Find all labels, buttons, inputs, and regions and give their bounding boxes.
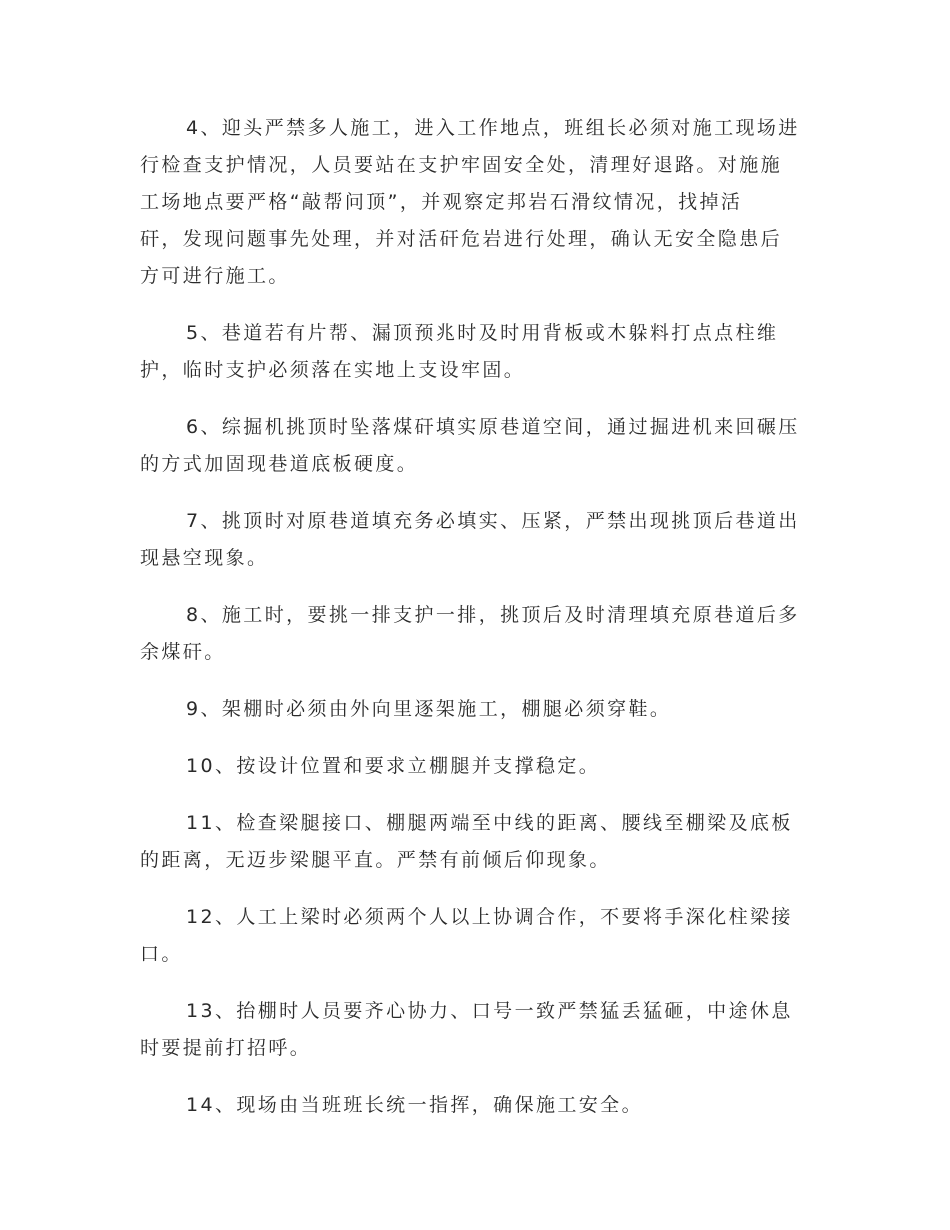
paragraph-item-5 [140, 315, 805, 389]
paragraph-line: 6、综掘机挑顶时坠落煤矸填实原巷道空间，通过掘进机来回碾压 [186, 416, 800, 438]
paragraph-item-6 [140, 409, 805, 483]
paragraph-line: 4、迎头严禁多人施工，进入工作地点，班组长必须对施工现场进 [186, 117, 800, 139]
paragraph-item-14 [140, 1087, 805, 1124]
paragraph-line: 护，临时支护必须落在实地上支设牢固。 [140, 359, 526, 381]
paragraph-line: 8、施工时，要挑一排支护一排，挑顶后及时清理填充原巷道后多 [186, 604, 800, 626]
paragraph-item-12 [140, 899, 805, 973]
paragraph-line: 11、检查梁腿接口、棚腿两端至中线的距离、腰线至棚梁及底板 [186, 812, 793, 834]
paragraph-line: 工场地点要严格“敲帮问顶”，并观察定邦岩石滑纹情况，找掉活 [140, 191, 743, 213]
paragraph-item-13 [140, 993, 805, 1067]
paragraph-line: 方可进行施工。 [140, 265, 290, 287]
paragraph-line: 13、抬棚时人员要齐心协力、口号一致严禁猛丢猛砸，中途休息 [186, 1000, 793, 1022]
paragraph-line: 14、现场由当班班长统一指挥，确保施工安全。 [186, 1094, 643, 1116]
paragraph-item-10 [140, 748, 805, 785]
paragraph-line: 矸，发现问题事先处理，并对活矸危岩进行处理，确认无安全隐患后 [140, 228, 783, 250]
paragraph-line: 现悬空现象。 [140, 547, 269, 569]
paragraph-line: 的方式加固现巷道底板硬度。 [140, 453, 419, 475]
paragraph-line: 12、人工上梁时必须两个人以上协调合作，不要将手深化柱梁接 [186, 906, 793, 928]
paragraph-line: 7、挑顶时对原巷道填充务必填实、压紧，严禁出现挑顶后巷道出 [186, 510, 800, 532]
paragraph-item-4 [140, 110, 805, 295]
paragraph-item-7 [140, 503, 805, 577]
paragraph-item-8 [140, 597, 805, 671]
paragraph-line: 口。 [140, 943, 183, 965]
paragraph-line: 9、架棚时必须由外向里逐架施工，棚腿必须穿鞋。 [186, 698, 672, 720]
paragraph-item-11 [140, 805, 805, 879]
document-body [140, 110, 805, 1144]
paragraph-line: 5、巷道若有片帮、漏顶预兆时及时用背板或木躲料打点点柱维 [186, 322, 779, 344]
paragraph-line: 的距离，无迈步梁腿平直。严禁有前倾后仰现象。 [140, 849, 611, 871]
paragraph-line: 余煤矸。 [140, 641, 226, 663]
paragraph-line: 行检查支护情况，人员要站在支护牢固安全处，清理好退路。对施施 [140, 154, 783, 176]
paragraph-line: 10、按设计位置和要求立棚腿并支撑稳定。 [186, 755, 601, 777]
paragraph-item-9 [140, 691, 805, 728]
paragraph-line: 时要提前打招呼。 [140, 1037, 312, 1059]
